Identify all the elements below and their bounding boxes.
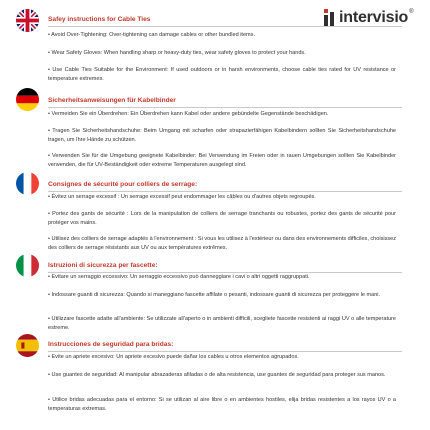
instruction-item: • Indossare guanti di sicurezza: Quando si maneggiano fascette affilate o pesanti, indossare guanti di sicurezza per proteggere le mani. <box>48 292 381 298</box>
instruction-item: • Portez des gants de sécurité : Lors de la manipulation de colliers de serrage tranchants ou robustes, portez des gants de sécurité pour protéger vos mains. <box>48 211 396 226</box>
instruction-item: • Évitez un serrage excessif : Un serrage excessif peut endommager les câbles ou d'autres objets regroupés. <box>48 194 316 200</box>
instruction-item: • Vermeiden Sie ein Überdrehen: Ein Überdrehen kann Kabel oder andere gebündelte Gegenstände beschädigen. <box>48 111 329 117</box>
section-title: Instrucciones de seguridad para bridas: <box>48 341 174 348</box>
instruction-item: • Avoid Over-Tightening: Over-tightening can damage cables or other bundled items. <box>48 32 255 38</box>
section-title: Sicherheitsanweisungen für Kabelbinder <box>48 97 176 104</box>
instruction-item: • Utilisez des colliers de serrage adaptés à l'environnement : Si vous les utilisez à l'extérieur ou dans des environnements difficiles, choisissez des colliers de serrage résistants aux UV ou aux températures extrêmes. <box>48 236 396 251</box>
instruction-item: • Evitare un serraggio eccessivo: Un serraggio eccessivo può danneggiare i cavi o altri oggetti raggruppati. <box>48 274 310 280</box>
divider <box>48 351 402 352</box>
spain-flag-icon <box>16 334 39 357</box>
instruction-item: • Use Cable Ties Suitable for the Environment: If used outdoors or in harsh environments, choose cable ties rated for UV resistance or temperature extremes. <box>48 67 396 82</box>
instruction-item: • Wear Safety Gloves: When handling sharp or heavy-duty ties, wear safety gloves to protect your hands. <box>48 50 306 56</box>
instruction-item: • Use guantes de seguridad: Al manipular abrazaderas afiladas o de alta resistencia, use guantes de seguridad para proteger sus manos. <box>48 372 386 378</box>
section-title: Istruzioni di sicurezza per fascette: <box>48 262 158 269</box>
section-title: Safey instructions for Cable Ties <box>48 16 151 23</box>
instruction-item: • Evite un apriete excesivo: Un apriete excesivo puede dañar los cables u otros elementos agrupados. <box>48 354 299 360</box>
brand-name: intervisio <box>339 9 409 26</box>
registered-mark: ® <box>409 9 414 15</box>
section-title: Consignes de sécurité pour colliers de serrage: <box>48 181 198 188</box>
instruction-item: • Tragen Sie Sicherheitshandschuhe: Beim Umgang mit scharfen oder strapazierfähigen Kabelbindern sollten Sie Sicherheitshandschuhe tragen, um Ihre Hände zu schützen. <box>48 128 396 143</box>
instruction-item: • Utilice bridas adecuadas para el entorno: Si se utilizan al aire libre o en ambientes hostiles, elija bridas resistentes a los rayos UV o a temperaturas extremas. <box>48 397 396 412</box>
instruction-item: • Utilizzare fascette adatte all'ambiente: Se utilizzate all'aperto o in ambienti difficili, scegliete fascette resistenti ai raggi UV o alle temperature estreme. <box>48 316 396 331</box>
instruction-item: • Verwenden Sie für die Umgebung geeignete Kabelbinder: Bei Verwendung im Freien oder in rauen Umgebungen sollten Sie Kabelbinder verwenden, die für UV-Beständigkeit oder extreme Temperaturen ausgelegt sind. <box>48 153 396 168</box>
